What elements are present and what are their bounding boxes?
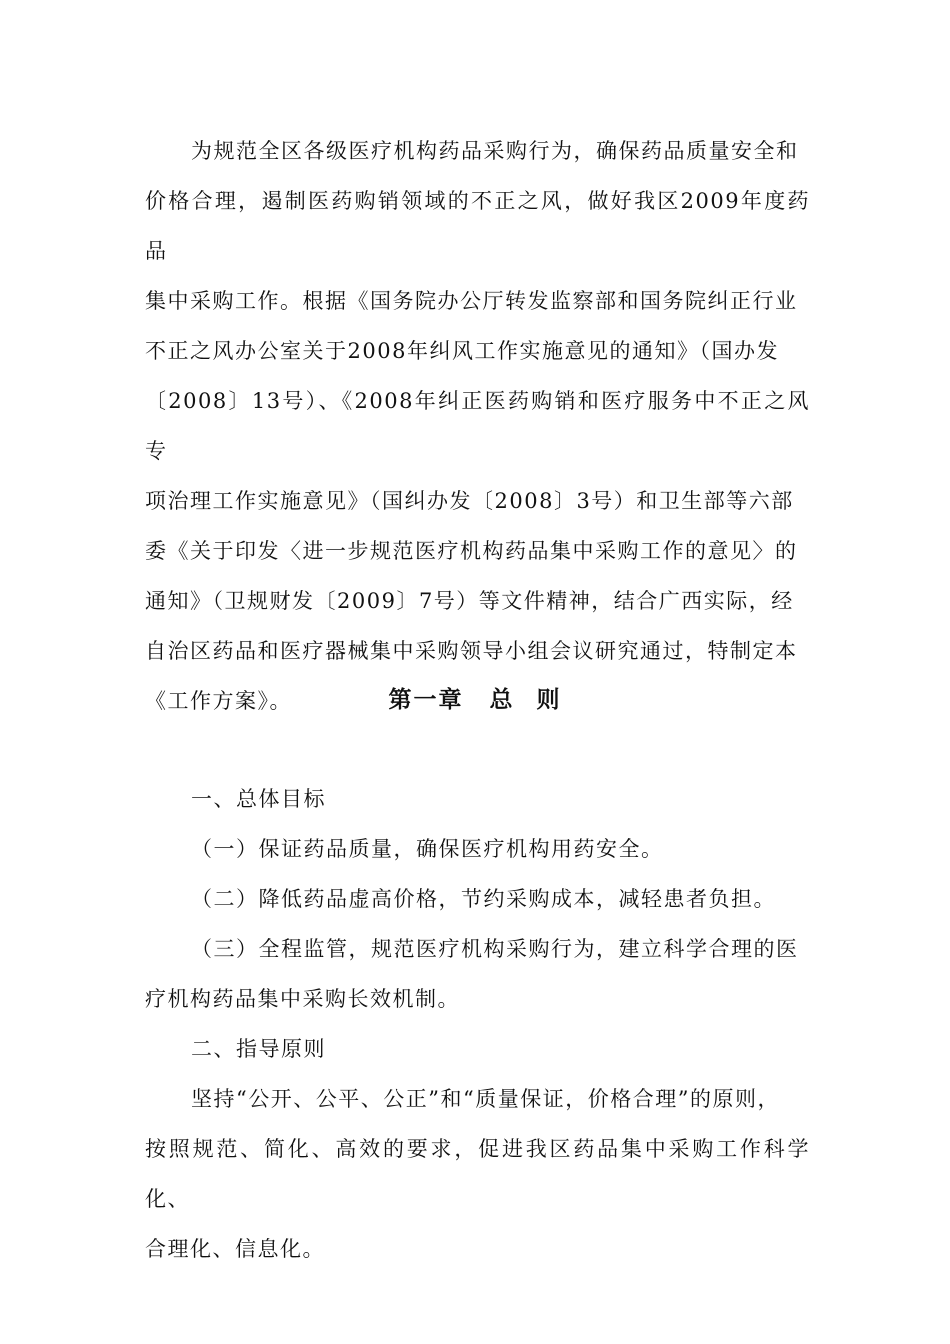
chapter-title-part1: 总	[489, 687, 515, 713]
intro-line: 委《关于印发〈进一步规范医疗机构药品集中采购工作的意见〉的	[145, 539, 798, 563]
intro-line: 〔2008〕13号）、《2008年纠正医药购销和医疗服务中不正之风专	[145, 389, 810, 463]
goal-item-continuation: 疗机构药品集中采购长效机制。	[145, 987, 460, 1011]
intro-line: 为规范全区各级医疗机构药品采购行为，确保药品质量安全和	[191, 139, 799, 163]
principles-line: 合理化、信息化。	[145, 1237, 325, 1261]
intro-line: 通知》（卫规财发〔2009〕7号）等文件精神，结合广西实际，经	[145, 589, 794, 613]
principles-line: 按照规范、简化、高效的要求，促进我区药品集中采购工作科学化、	[145, 1137, 810, 1211]
intro-paragraph	[145, 126, 810, 726]
intro-line: 自治区药品和医疗器械集中采购领导小组会议研究通过，特制定本	[145, 639, 798, 663]
chapter-number: 第一章	[388, 687, 464, 713]
principles-line: 坚持“公开、公平、公正”和“质量保证，价格合理”的原则，	[191, 1087, 780, 1111]
chapter-heading	[0, 680, 950, 720]
goal-item: （一）保证药品质量，确保医疗机构用药安全。	[191, 837, 664, 861]
intro-line: 不正之风办公室关于2008年纠风工作实施意见的通知》（国办发	[145, 339, 779, 363]
goal-item: （二）降低药品虚高价格，节约采购成本，减轻患者负担。	[191, 887, 776, 911]
intro-line: 价格合理，遏制医药购销领域的不正之风，做好我区2009年度药品	[145, 189, 810, 263]
intro-line: 集中采购工作。根据《国务院办公厅转发监察部和国务院纠正行业	[145, 289, 798, 313]
intro-line: 《工作方案》。	[145, 689, 292, 713]
chapter-title-part2: 则	[536, 687, 562, 713]
goal-item: （三）全程监管，规范医疗机构采购行为，建立科学合理的医	[191, 937, 799, 961]
intro-line: 项治理工作实施意见》（国纠办发〔2008〕3号）和卫生部等六部	[145, 489, 794, 513]
section-heading-general-goals: 一、总体目标	[191, 787, 326, 811]
section-heading-guiding-principles: 二、指导原则	[191, 1037, 326, 1061]
chapter-body	[145, 774, 810, 1274]
